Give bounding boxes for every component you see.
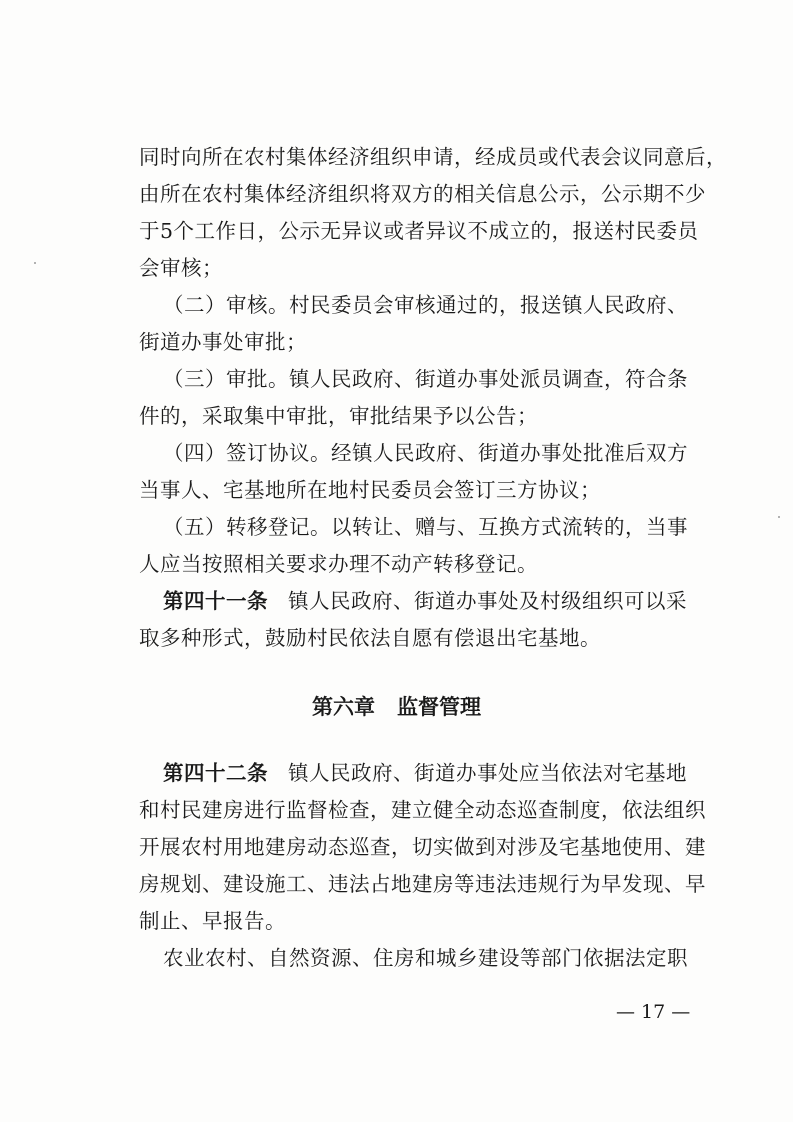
body-line-1: 同时向所在农村集体经济组织申请，经成员或代表会议同意后， <box>139 145 727 169</box>
scan-speck <box>34 262 36 264</box>
article-42-line-5: 制止、早报告。 <box>139 909 286 933</box>
article-41-text-1: 镇人民政府、街道办事处及村级组织可以采 <box>288 589 687 613</box>
body-line-4: 会审核； <box>139 256 223 280</box>
body-line-10: 当事人、宅基地所在地村民委员会签订三方协议； <box>139 478 601 502</box>
body-line-8: 件的，采取集中审批，审批结果予以公告； <box>139 404 538 428</box>
article-42-heading: 第四十二条 <box>163 761 268 785</box>
body-line-6: 街道办事处审批； <box>139 330 307 354</box>
chapter-number: 第六章 <box>312 695 375 719</box>
body-line-5: （二）审核。村民委员会审核通过的，报送镇人民政府、 <box>163 293 688 317</box>
article-41-line-1 <box>163 587 743 615</box>
chapter-title: 监督管理 <box>397 695 481 719</box>
article-42-line-4: 房规划、建设施工、违法占地建房等违法违规行为早发现、早 <box>139 872 706 896</box>
chapter-heading <box>0 693 793 721</box>
body-line-last: 农业农村、自然资源、住房和城乡建设等部门依据法定职 <box>163 946 688 970</box>
page-number: — 17 — <box>616 1001 691 1023</box>
body-line-9: （四）签订协议。经镇人民政府、街道办事处批准后双方 <box>163 441 688 465</box>
article-42-text-1: 镇人民政府、街道办事处应当依法对宅基地 <box>288 761 687 785</box>
article-42-line-2: 和村民建房进行监督检查，建立健全动态巡查制度，依法组织 <box>139 798 706 822</box>
body-line-2: 由所在农村集体经济组织将双方的相关信息公示，公示期不少 <box>139 182 706 206</box>
article-41-heading: 第四十一条 <box>163 589 268 613</box>
body-line-3: 于5个工作日，公示无异议或者异议不成立的，报送村民委员 <box>139 219 699 243</box>
scan-speck <box>778 516 780 518</box>
body-line-7: （三）审批。镇人民政府、街道办事处派员调查，符合条 <box>163 367 688 391</box>
article-41-line-2: 取多种形式，鼓励村民依法自愿有偿退出宅基地。 <box>139 626 601 650</box>
body-line-12: 人应当按照相关要求办理不动产转移登记。 <box>139 552 538 576</box>
article-42-line-1 <box>163 759 743 787</box>
body-line-11: （五）转移登记。以转让、赠与、互换方式流转的，当事 <box>163 515 688 539</box>
article-42-line-3: 开展农村用地建房动态巡查，切实做到对涉及宅基地使用、建 <box>139 835 706 859</box>
